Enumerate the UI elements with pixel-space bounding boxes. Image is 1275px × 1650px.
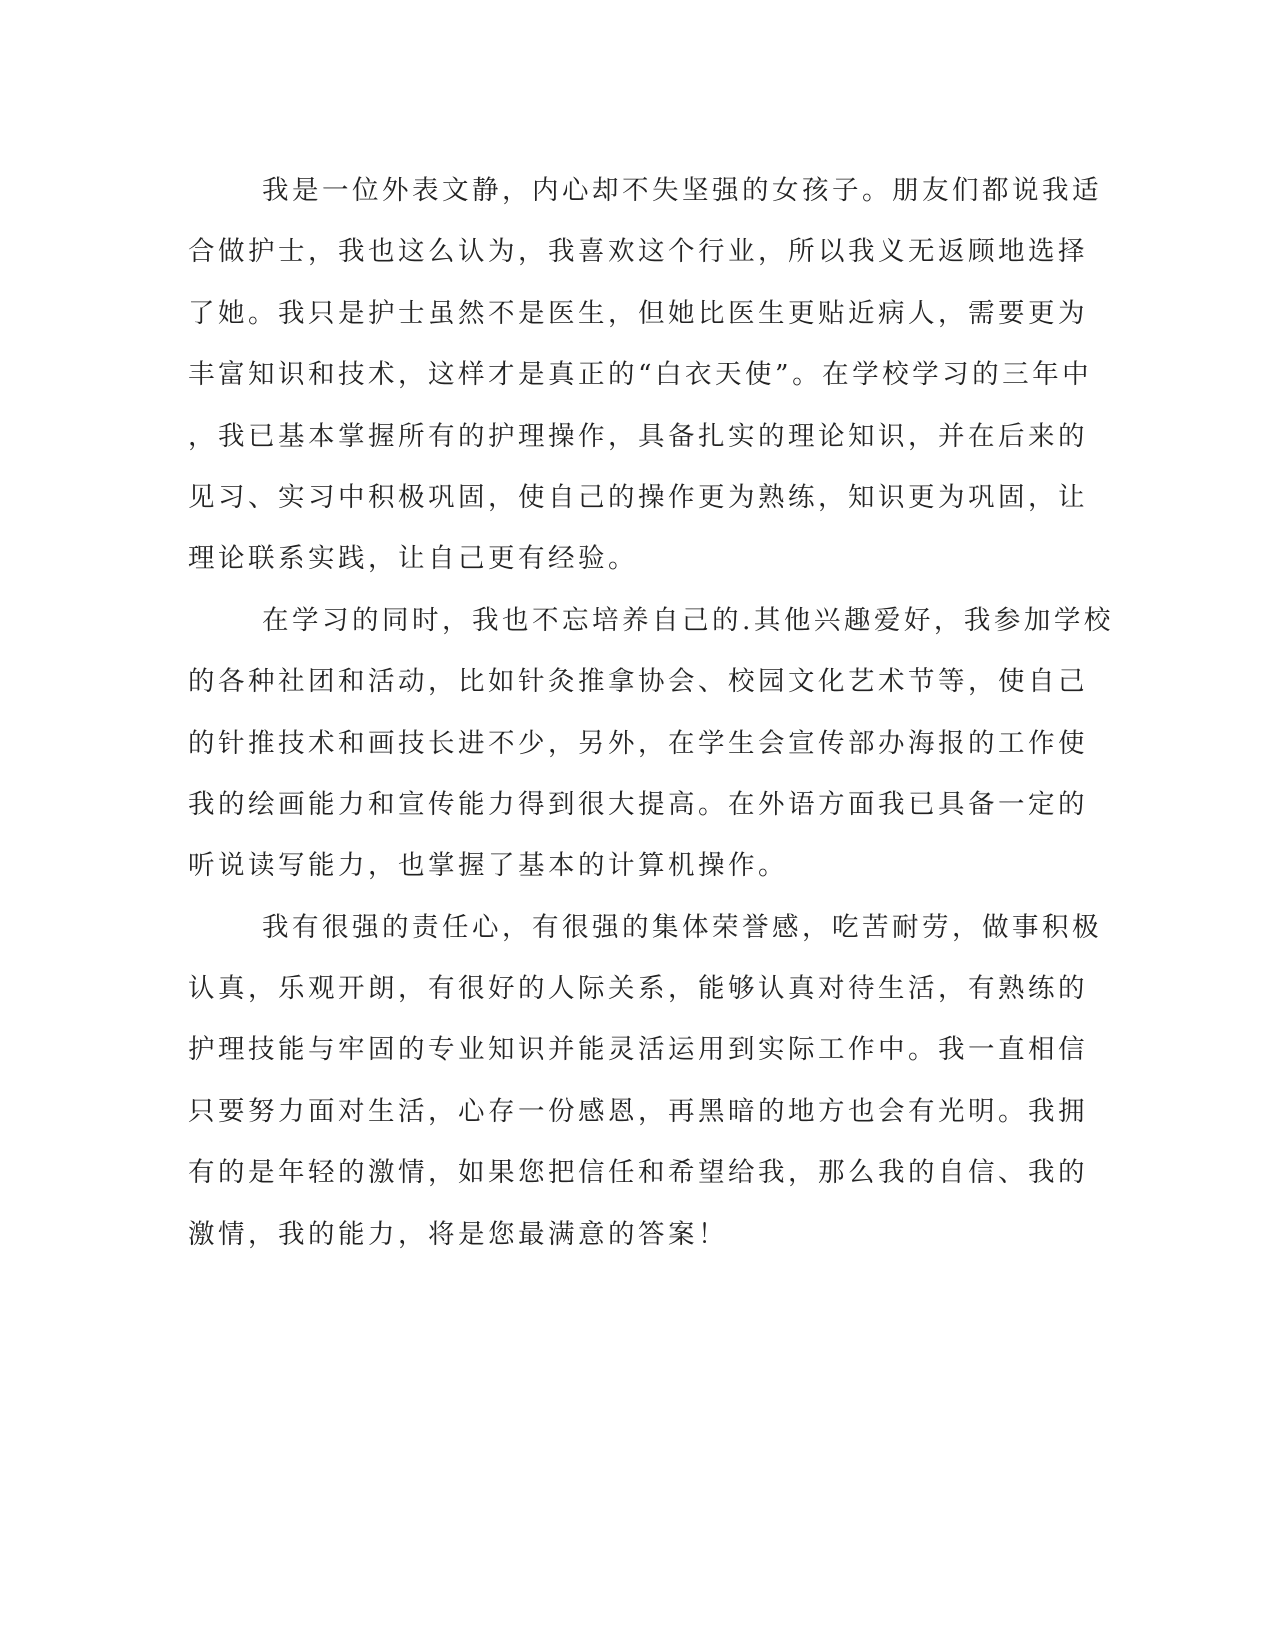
document-body bbox=[188, 160, 1114, 1265]
paragraph-line: 了她。我只是护士虽然不是医生，但她比医生更贴近病人，需要更为 bbox=[188, 297, 1088, 329]
paragraph-line: 有的是年轻的激情，如果您把信任和希望给我，那么我的自信、我的 bbox=[188, 1157, 1088, 1189]
paragraph-line: 激情，我的能力，将是您最满意的答案！ bbox=[188, 1218, 728, 1250]
paragraph-line: ，我已基本掌握所有的护理操作，具备扎实的理论知识，并在后来的 bbox=[188, 420, 1088, 452]
paragraph-line: 护理技能与牢固的专业知识并能灵活运用到实际工作中。我一直相信 bbox=[188, 1034, 1088, 1066]
paragraph-line: 合做护士，我也这么认为，我喜欢这个行业，所以我义无返顾地选择 bbox=[188, 236, 1088, 268]
paragraph-line: 我是一位外表文静，内心却不失坚强的女孩子。朋友们都说我适 bbox=[262, 175, 1102, 206]
paragraph-line: 的针推技术和画技长进不少，另外，在学生会宣传部办海报的工作使 bbox=[188, 727, 1088, 759]
paragraph-2 bbox=[188, 590, 1114, 897]
paragraph-line: 听说读写能力，也掌握了基本的计算机操作。 bbox=[188, 850, 788, 882]
paragraph-3 bbox=[188, 897, 1102, 1265]
paragraph-line: 认真，乐观开朗，有很好的人际关系，能够认真对待生活，有熟练的 bbox=[188, 973, 1088, 1005]
paragraph-line: 在学习的同时，我也不忘培养自己的.其他兴趣爱好，我参加学校 bbox=[262, 604, 1114, 636]
paragraph-1 bbox=[188, 160, 1102, 590]
paragraph-line: 我有很强的责任心，有很强的集体荣誉感，吃苦耐劳，做事积极 bbox=[262, 911, 1102, 943]
paragraph-line: 我的绘画能力和宣传能力得到很大提高。在外语方面我已具备一定的 bbox=[188, 788, 1088, 820]
paragraph-line: 理论联系实践，让自己更有经验。 bbox=[188, 543, 638, 575]
paragraph-line: 见习、实习中积极巩固，使自己的操作更为熟练，知识更为巩固，让 bbox=[188, 481, 1088, 513]
paragraph-line: 只要努力面对生活，心存一份感恩，再黑暗的地方也会有光明。我拥 bbox=[188, 1095, 1088, 1127]
paragraph-line: 的各种社团和活动，比如针灸推拿协会、校园文化艺术节等，使自己 bbox=[188, 666, 1088, 698]
paragraph-line: 丰富知识和技术，这样才是真正的“白衣天使”。在学校学习的三年中 bbox=[188, 359, 1093, 391]
